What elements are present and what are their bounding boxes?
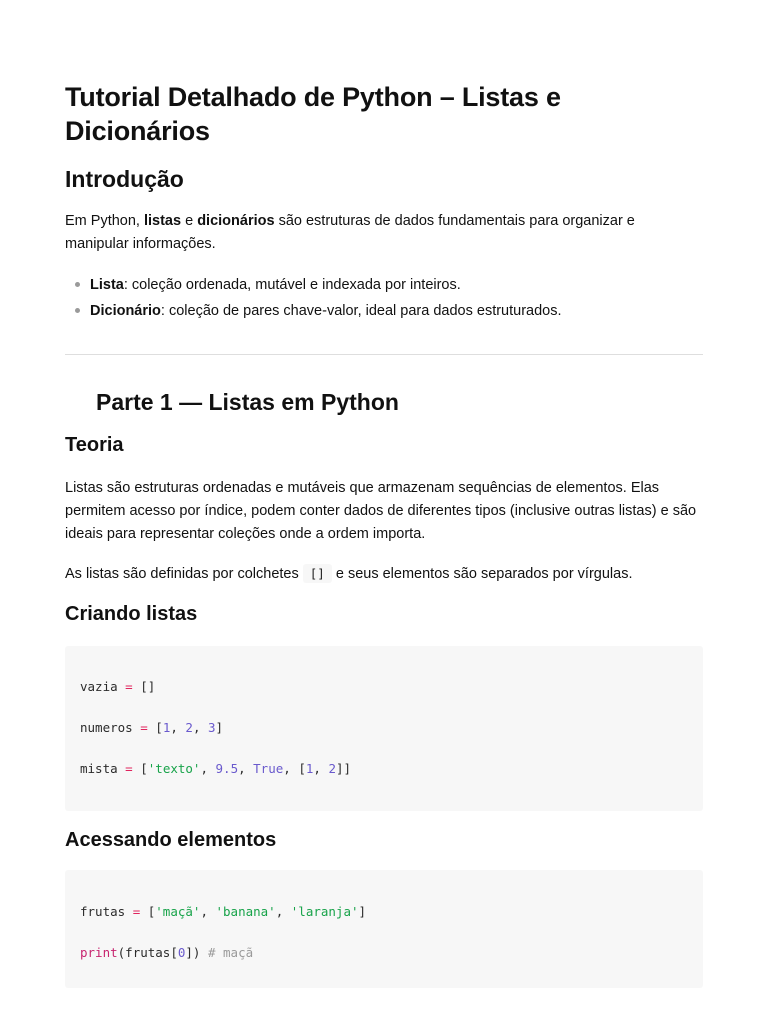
code-string: 'maçã' — [155, 904, 201, 919]
intro-text-prefix: Em Python, — [65, 213, 144, 229]
creating-lists-heading: Criando listas — [65, 603, 198, 625]
code-line — [80, 678, 155, 696]
theory-paragraph: Listas são estruturas ordenadas e mutáveis que armazenam sequências de elementos. Elas permitem acesso por índice, podem conter dados de diferentes tipos (inclusive outras listas) e são ideais para representar coleções onde a ordem importa. — [65, 480, 697, 542]
code-number: 1 — [162, 720, 171, 735]
bullet-dot-icon — [75, 282, 80, 287]
code-string: 'texto' — [147, 761, 201, 776]
intro-heading: Introdução — [65, 166, 184, 192]
bullet-desc: : coleção de pares chave-valor, ideal para dados estruturados. — [160, 303, 562, 319]
code-line: print(frutas[0]) # maçã — [80, 945, 254, 960]
intro-text-suffix: são estruturas de dados fundamentais para organizar e manipular informações. — [65, 213, 635, 252]
code-operator: = — [140, 720, 148, 735]
code-block-creating — [65, 646, 703, 811]
code-punct: [ — [155, 720, 163, 735]
bullet-desc: : coleção ordenada, mutável e indexada por inteiros. — [123, 277, 461, 293]
section-divider — [65, 354, 703, 355]
intro-bullet-list — [65, 272, 695, 324]
code-punct: [ — [147, 904, 156, 919]
code-block-accessing — [65, 870, 703, 988]
list-item — [65, 272, 695, 298]
code-punct: ]] — [335, 761, 352, 776]
code-string: 'laranja' — [290, 904, 359, 919]
list-item — [65, 298, 695, 324]
code-operator: = — [125, 679, 133, 694]
code-string: 'banana' — [215, 904, 276, 919]
intro-bold-listas: listas — [143, 213, 182, 229]
theory-heading: Teoria — [65, 434, 124, 456]
code-comment: # maçã — [207, 945, 254, 960]
code-function: print — [80, 945, 118, 960]
code-number: 0 — [177, 945, 186, 960]
intro-text-e: e — [181, 213, 198, 229]
code-operator: = — [132, 904, 141, 919]
bullet-term: Dicionário — [90, 303, 161, 319]
code-var: mista — [80, 761, 118, 776]
def-prefix: As listas são definidas por colchetes — [65, 566, 303, 582]
code-operator: = — [125, 761, 133, 776]
code-keyword: True — [253, 761, 284, 776]
code-number: 9.5 — [215, 761, 239, 776]
part1-heading: Parte 1 — Listas em Python — [96, 389, 399, 415]
intro-paragraph — [65, 210, 695, 256]
definition-paragraph — [65, 562, 701, 586]
code-value: [] — [140, 679, 156, 694]
code-number: 3 — [208, 720, 216, 735]
bullet-term: Lista — [90, 277, 124, 293]
def-suffix: e seus elementos são separados por vírgulas. — [331, 566, 633, 582]
code-line: numeros = [1, 2, 3] — [80, 720, 224, 735]
code-punct: [ — [140, 761, 148, 776]
code-line: mista = ['texto', 9.5, True, [1, 2]] — [80, 761, 352, 776]
code-var: frutas — [80, 904, 126, 919]
accessing-elements-heading: Acessando elementos — [65, 829, 277, 851]
page-title: Tutorial Detalhado de Python – Listas e Dicionários — [65, 82, 561, 146]
code-line: frutas = ['maçã', 'banana', 'laranja'] — [80, 904, 367, 919]
bullet-dot-icon — [75, 308, 80, 313]
code-number: 2 — [185, 720, 193, 735]
inline-code-brackets: [] — [303, 564, 332, 583]
intro-bold-dicionarios: dicionários — [197, 213, 275, 229]
code-var: frutas — [125, 945, 171, 960]
code-var: numeros — [80, 720, 133, 735]
code-number: 1 — [305, 761, 314, 776]
code-var: vazia — [80, 679, 118, 694]
code-punct: ] — [358, 904, 367, 919]
code-number: 2 — [328, 761, 336, 776]
code-punct: ] — [215, 720, 224, 735]
